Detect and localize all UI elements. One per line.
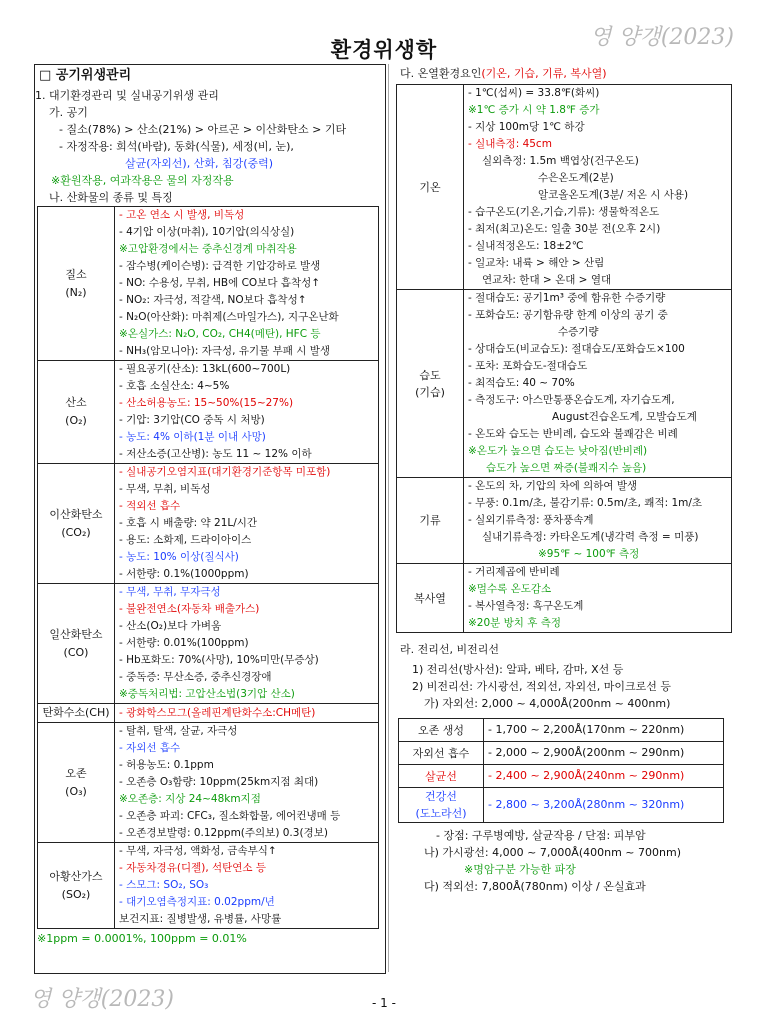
row-content (464, 85, 732, 290)
intro-line: 1. 대기환경관리 및 실내공기위생 관리 (35, 89, 219, 102)
oxide-fact: - 오존경보발령: 0.12ppm(주의보) 0.3(경보) (119, 827, 328, 839)
table-row (397, 85, 732, 290)
row-content (115, 207, 379, 361)
row-content (464, 478, 732, 564)
thermal-fact: ※95℉ ~ 100℉ 측정 (538, 548, 640, 560)
thermal-fact: ※온도가 높으면 습도는 낮아짐(반비례) (468, 445, 648, 457)
page-title: 환경위생학 (330, 38, 438, 62)
table-row (38, 843, 379, 929)
oxide-fact: - 적외선 흡수 (119, 500, 181, 512)
oxide-fact: ※중독처리법: 고압산소법(3기압 산소) (119, 688, 295, 700)
radiation-tail (396, 827, 736, 895)
intro-line: 나. 산화물의 종류 및 특징 (49, 191, 173, 204)
oxide-fact: - 농도: 10% 이상(질식사) (119, 551, 239, 563)
oxide-fact: - NH₃(암모니아): 자극성, 유기물 부패 시 발생 (119, 345, 330, 357)
radiation-line: 가) 자외선: 2,000 ~ 4,000Å(200nm ~ 400nm) (424, 697, 671, 710)
intro-line: - 자정작용: 희석(바람), 동화(식물), 세정(비, 눈), (59, 140, 294, 153)
thermal-table (396, 84, 732, 633)
thermal-fact: ※20분 방치 후 측정 (468, 617, 562, 629)
thermal-fact: - 포화습도: 공기함유량 한계 이상의 공기 중 (468, 309, 668, 321)
column-divider (388, 64, 389, 972)
row-content (115, 843, 379, 929)
uv-range: - 2,800 ~ 3,200Å(280nm ~ 320nm) (484, 788, 724, 823)
oxide-fact: - 허용농도: 0.1ppm (119, 759, 214, 771)
watermark-bottom: 영 양갱(2023) (30, 987, 174, 1012)
uv-range: - 2,000 ~ 2,900Å(200nm ~ 290nm) (484, 742, 724, 765)
oxide-fact: - 대기오염측정지표: 0.02ppm/년 (119, 896, 275, 908)
row-label: 습도 (기습) (397, 290, 464, 478)
table-row (38, 584, 379, 704)
radiation-heading: 라. 전리선, 비전리선 (400, 643, 499, 656)
oxide-fact: - 무색, 무취, 비독성 (119, 483, 211, 495)
thermal-heading: 다. 온열환경요인(기온, 기습, 기류, 복사열) (400, 67, 607, 80)
oxide-fact: - 오존층 O₃함량: 10ppm(25km지점 최대) (119, 776, 319, 788)
table-row (38, 464, 379, 584)
right-column (396, 64, 736, 895)
uv-table (398, 718, 724, 823)
uv-row (399, 765, 724, 788)
oxide-fact: - 자외선 흡수 (119, 742, 181, 754)
intro-line: 살균(자외선), 산화, 침강(중력) (125, 157, 274, 170)
intro-line: - 질소(78%) > 산소(21%) > 아르곤 > 이산화탄소 > 기타 (59, 123, 347, 136)
row-label: 질소 (N₂) (38, 207, 115, 361)
thermal-fact: 수은온도계(2분) (538, 172, 614, 184)
thermal-fact: 습도가 높으면 짜증(불쾌지수 높음) (486, 462, 647, 474)
oxide-fact: - 고온 연소 시 발생, 비독성 (119, 209, 245, 221)
row-content (115, 723, 379, 843)
thermal-fact: - 상대습도(비교습도): 절대습도/포화습도×100 (468, 343, 685, 355)
thermal-fact: - 포차: 포화습도-절대습도 (468, 360, 588, 372)
oxide-fact: ※오존층: 지상 24~48km지점 (119, 793, 261, 805)
oxide-fact: - 기압: 3기압(CO 중독 시 처방) (119, 414, 265, 426)
uv-row (399, 742, 724, 765)
watermark-top: 영 양갱(2023) (590, 25, 734, 50)
oxide-fact: - Hb포화도: 70%(사망), 10%미만(무증상) (119, 654, 319, 666)
thermal-fact: 알코올온도계(3분/ 저온 시 사용) (538, 189, 689, 201)
left-column (34, 64, 386, 974)
oxide-fact: - 저산소증(고산병): 농도 11 ~ 12% 이하 (119, 448, 312, 460)
row-content (115, 584, 379, 704)
oxide-fact: - 산소허용농도: 15~50%(15~27%) (119, 397, 294, 409)
oxide-fact: ※고압환경에서는 중추신경계 마취작용 (119, 243, 297, 255)
oxide-fact: 보건지표: 질병발생, 유병률, 사망률 (119, 913, 282, 925)
uv-label: 건강선 (도노라선) (399, 788, 484, 823)
oxide-fact: - 호흡 시 배출량: 약 21L/시간 (119, 517, 258, 529)
oxide-fact: - 중독증: 무산소증, 중추신경장애 (119, 671, 272, 683)
uv-label: 살균선 (399, 765, 484, 788)
uv-label: 자외선 흡수 (399, 742, 484, 765)
radiation-line: ※명암구분 가능한 파장 (464, 863, 576, 876)
oxide-fact: - NO: 수용성, 무취, HB에 CO보다 흡착성↑ (119, 277, 321, 289)
thermal-fact: ※1℃ 증가 시 약 1.8℉ 증가 (468, 104, 600, 116)
uv-range: - 2,400 ~ 2,900Å(240nm ~ 290nm) (484, 765, 724, 788)
oxide-fact: - 용도: 소화제, 드라이아이스 (119, 534, 252, 546)
oxide-fact: - 무색, 무취, 무자극성 (119, 586, 221, 598)
radiation-line: 나) 가시광선: 4,000 ~ 7,000Å(400nm ~ 700nm) (424, 846, 681, 859)
oxide-fact: - 불완전연소(자동차 배출가스) (119, 603, 260, 615)
radiation-line: 2) 비전리선: 가시광선, 적외선, 자외선, 마이크로선 등 (412, 680, 671, 693)
row-content (115, 361, 379, 464)
oxide-fact: - 4기압 이상(마취), 10기압(의식상실) (119, 226, 295, 238)
oxide-fact: ※온실가스: N₂O, CO₂, CH4(메탄), HFC 등 (119, 328, 321, 340)
row-content (464, 564, 732, 633)
row-content (115, 464, 379, 584)
oxide-fact: - 실내공기오염지표(대기환경기준항목 미포함) (119, 466, 331, 478)
thermal-fact: 실내기류측정: 카타온도계(냉각력 측정 = 미풍) (482, 531, 699, 543)
uv-range: - 1,700 ~ 2,200Å(170nm ~ 220nm) (484, 719, 724, 742)
radiation-lines (396, 661, 736, 712)
oxide-fact: - 농도: 4% 이하(1분 이내 사망) (119, 431, 266, 443)
oxide-fact: - 오존층 파괴: CFC₃, 질소화합물, 에어컨냉매 등 (119, 810, 341, 822)
oxide-fact: - 무색, 자극성, 액화성, 금속부식↑ (119, 845, 277, 857)
thermal-fact: 연교차: 한대 > 온대 > 열대 (482, 274, 612, 286)
uv-row (399, 788, 724, 823)
radiation-line: 다) 적외선: 7,800Å(780nm) 이상 / 온실효과 (424, 880, 646, 893)
thermal-fact: 실외측정: 1.5m 백엽상(건구온도) (482, 155, 639, 167)
oxide-fact: - 산소(O₂)보다 가벼움 (119, 620, 222, 632)
row-label: 산소 (O₂) (38, 361, 115, 464)
table-row (397, 564, 732, 633)
thermal-fact: - 지상 100m당 1℃ 하강 (468, 121, 585, 133)
row-label: 일산화탄소 (CO) (38, 584, 115, 704)
thermal-fact: - 복사열측정: 흑구온도계 (468, 600, 584, 612)
oxide-fact: - 탈취, 탈색, 살균, 자극성 (119, 725, 238, 737)
table-row (38, 704, 379, 723)
oxide-fact: - 서한량: 0.1%(1000ppm) (119, 568, 249, 580)
row-label: 아황산가스 (SO₂) (38, 843, 115, 929)
uv-row (399, 719, 724, 742)
radiation-line: - 장점: 구루병예방, 살균작용 / 단점: 피부암 (436, 829, 646, 842)
row-content (464, 290, 732, 478)
oxide-fact: - 호흡 소실산소: 4~5% (119, 380, 230, 392)
thermal-fact: - 최적습도: 40 ~ 70% (468, 377, 575, 389)
oxide-fact: - 서한량: 0.01%(100ppm) (119, 637, 249, 649)
table-row (397, 478, 732, 564)
thermal-fact: - 1℃(섭씨) = 33.8℉(화씨) (468, 87, 600, 99)
oxide-fact: - 스모그: SO₂, SO₃ (119, 879, 209, 891)
table-row (397, 290, 732, 478)
table-row (38, 207, 379, 361)
thermal-fact: - 실내적정온도: 18±2℃ (468, 240, 584, 252)
thermal-fact: - 무풍: 0.1m/초, 불감기류: 0.5m/초, 쾌적: 1m/초 (468, 497, 703, 509)
thermal-fact: - 온도의 차, 기압의 차에 의하여 발생 (468, 480, 638, 492)
table-row (38, 723, 379, 843)
thermal-fact: - 최저(최고)온도: 일출 30분 전(오후 2시) (468, 223, 661, 235)
left-intro (35, 87, 385, 206)
oxide-table (37, 206, 379, 929)
thermal-fact: - 온도와 습도는 반비례, 습도와 불쾌감은 비례 (468, 428, 678, 440)
oxide-fact: - N₂O(아산화): 마취제(스마일가스), 지구온난화 (119, 311, 339, 323)
intro-line: 가. 공기 (49, 106, 88, 119)
thermal-fact: August건습온도계, 모발습도계 (552, 411, 697, 423)
row-content (115, 704, 379, 723)
thermal-fact: 수증기량 (558, 326, 599, 338)
thermal-fact: - 실외기류측정: 풍차풍속계 (468, 514, 594, 526)
row-label: 오존 (O₃) (38, 723, 115, 843)
thermal-fact: - 절대습도: 공기1m³ 중에 함유한 수증기량 (468, 292, 666, 304)
thermal-fact: - 실내측정: 45cm (468, 138, 552, 150)
oxide-fact: - 광화학스모그(올레핀계탄화수소:CH메탄) (119, 706, 316, 719)
intro-line: ※환원작용, 여과작용은 물의 자정작용 (51, 174, 234, 187)
oxide-fact: - NO₂: 자극성, 적갈색, NO보다 흡착성↑ (119, 294, 307, 306)
section-heading: □ 공기위생관리 (39, 68, 132, 83)
thermal-fact: ※멀수록 온도감소 (468, 583, 552, 595)
thermal-fact: - 측정도구: 아스만통풍온습도계, 자기습도계, (468, 394, 675, 406)
thermal-fact: - 일교차: 내륙 > 해안 > 산림 (468, 257, 605, 269)
row-label: 복사열 (397, 564, 464, 633)
table-row (38, 361, 379, 464)
oxide-fact: - 자동차경유(디젤), 석탄연소 등 (119, 862, 267, 874)
thermal-fact: - 습구온도(기온,기습,기류): 생물학적온도 (468, 206, 660, 218)
oxide-fact: - 잠수병(케이슨병): 급격한 기압강하로 발생 (119, 260, 321, 272)
row-label: 기류 (397, 478, 464, 564)
radiation-line: 1) 전리선(방사선): 알파, 베타, 감마, X선 등 (412, 663, 624, 676)
row-label: 이산화탄소 (CO₂) (38, 464, 115, 584)
footer-note: ※1ppm = 0.0001%, 100ppm = 0.01% (37, 932, 247, 945)
uv-label: 오존 생성 (399, 719, 484, 742)
thermal-fact: - 거리제곱에 반비례 (468, 566, 560, 578)
row-label: 탄화수소(CH) (38, 704, 115, 723)
row-label: 기온 (397, 85, 464, 290)
oxide-fact: - 필요공기(산소): 13kL(600~700L) (119, 363, 291, 375)
page-number: - 1 - (372, 996, 396, 1010)
